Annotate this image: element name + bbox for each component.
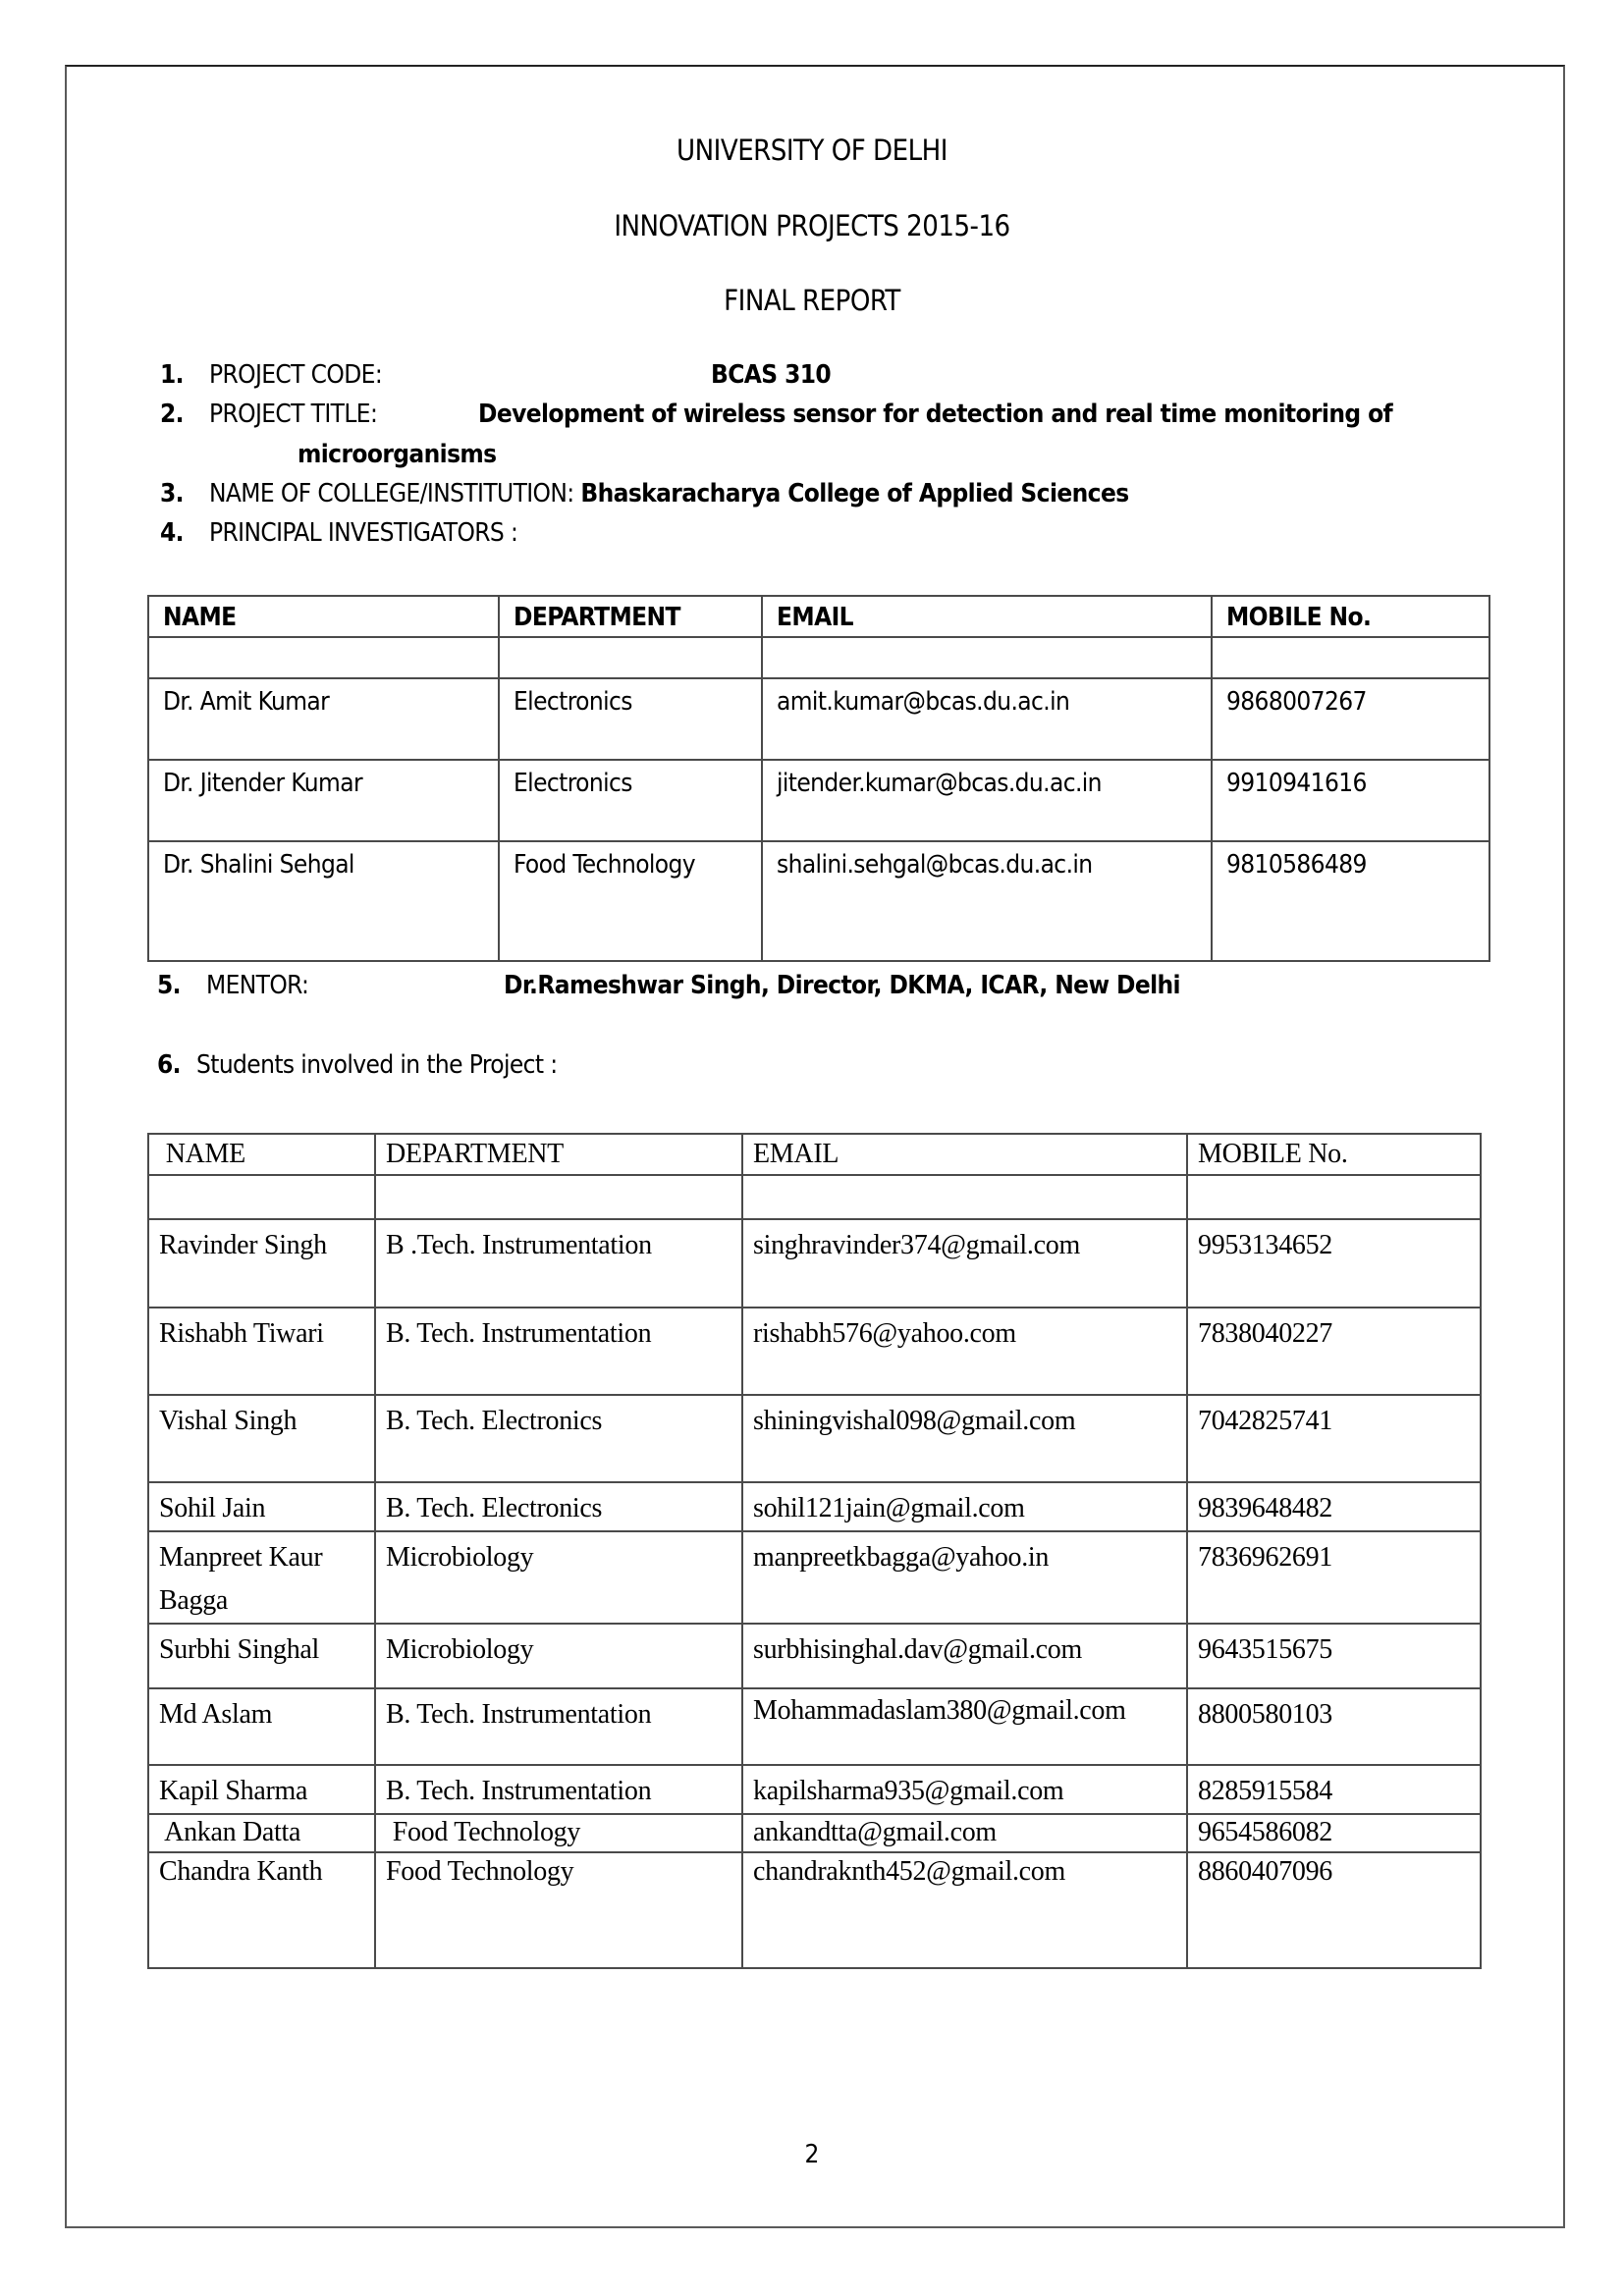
- cell-mobile: 9910941616: [1212, 760, 1489, 841]
- college-label: NAME OF COLLEGE/INSTITUTION:: [209, 479, 574, 508]
- cell-email: kapilsharma935@gmail.com: [742, 1765, 1187, 1814]
- cell-name: Vishal Singh: [148, 1395, 375, 1482]
- header-mobile: MOBILE No.: [1187, 1134, 1481, 1175]
- university-heading: UNIVERSITY OF DELHI: [677, 133, 947, 167]
- table-row: [148, 841, 1489, 961]
- cell-mobile: 9839648482: [1187, 1482, 1481, 1531]
- cell-department: Microbiology: [375, 1531, 742, 1624]
- cell-department: Food Technology: [375, 1814, 742, 1852]
- item-number: 3.: [160, 479, 184, 508]
- item-number: 5.: [157, 971, 181, 1000]
- header-email: EMAIL: [742, 1134, 1187, 1175]
- project-title-item: [160, 400, 377, 429]
- cell-name: Manpreet Kaur Bagga: [148, 1531, 375, 1624]
- header-name: NAME: [148, 596, 499, 637]
- table-row: [148, 1688, 1481, 1765]
- cell-name: Rishabh Tiwari: [148, 1308, 375, 1395]
- investigators-item: [160, 518, 517, 548]
- cell-email: ankandtta@gmail.com: [742, 1814, 1187, 1852]
- table-row: [148, 1852, 1481, 1968]
- college-item: [160, 479, 1129, 508]
- cell-mobile: 9654586082: [1187, 1814, 1481, 1852]
- cell-name: Md Aslam: [148, 1688, 375, 1765]
- table-row: [148, 1482, 1481, 1531]
- cell-department: B .Tech. Instrumentation: [375, 1219, 742, 1308]
- cell-email: shalini.sehgal@bcas.du.ac.in: [762, 841, 1212, 961]
- mentor-item: [157, 971, 308, 1000]
- table-row: [148, 678, 1489, 760]
- program-heading: INNOVATION PROJECTS 2015-16: [614, 209, 1010, 242]
- table-row: [148, 1395, 1481, 1482]
- cell-mobile: 7838040227: [1187, 1308, 1481, 1395]
- table-row: [148, 1765, 1481, 1814]
- table-row: [148, 1308, 1481, 1395]
- mentor-value: Dr.Rameshwar Singh, Director, DKMA, ICAR, New Delhi: [504, 971, 1180, 1000]
- cell-mobile: 7836962691: [1187, 1531, 1481, 1624]
- cell-department: Electronics: [499, 760, 762, 841]
- cell-department: B. Tech. Instrumentation: [375, 1688, 742, 1765]
- table-header-row: [148, 596, 1489, 637]
- header-department: DEPARTMENT: [499, 596, 762, 637]
- header-email: EMAIL: [762, 596, 1212, 637]
- cell-name: Ravinder Singh: [148, 1219, 375, 1308]
- blank-row: [148, 1175, 1481, 1219]
- cell-mobile: 8285915584: [1187, 1765, 1481, 1814]
- cell-email: chandraknth452@gmail.com: [742, 1852, 1187, 1968]
- students-table: [147, 1133, 1482, 1969]
- cell-mobile: 9953134652: [1187, 1219, 1481, 1308]
- cell-name: Chandra Kanth: [148, 1852, 375, 1968]
- header-name: NAME: [148, 1134, 375, 1175]
- cell-department: B. Tech. Instrumentation: [375, 1765, 742, 1814]
- project-code-value: BCAS 310: [711, 360, 832, 390]
- cell-email: shiningvishal098@gmail.com: [742, 1395, 1187, 1482]
- cell-department: B. Tech. Instrumentation: [375, 1308, 742, 1395]
- cell-mobile: 8860407096: [1187, 1852, 1481, 1968]
- project-title-value-line2: microorganisms: [298, 440, 497, 469]
- table-row: [148, 1624, 1481, 1688]
- cell-department: Food Technology: [375, 1852, 742, 1968]
- cell-mobile: 9643515675: [1187, 1624, 1481, 1688]
- table-row: [148, 1814, 1481, 1852]
- cell-name: Kapil Sharma: [148, 1765, 375, 1814]
- investigators-table: [147, 595, 1490, 962]
- cell-email: surbhisinghal.dav@gmail.com: [742, 1624, 1187, 1688]
- cell-name: Sohil Jain: [148, 1482, 375, 1531]
- cell-mobile: 7042825741: [1187, 1395, 1481, 1482]
- project-code-item: [160, 360, 382, 390]
- item-number: 2.: [160, 400, 184, 429]
- project-title-value-line1: Development of wireless sensor for detection and real time monitoring of: [478, 400, 1393, 429]
- cell-name: Dr. Amit Kumar: [148, 678, 499, 760]
- cell-email: jitender.kumar@bcas.du.ac.in: [762, 760, 1212, 841]
- header-mobile: MOBILE No.: [1212, 596, 1489, 637]
- cell-department: B. Tech. Electronics: [375, 1482, 742, 1531]
- cell-name: Ankan Datta: [148, 1814, 375, 1852]
- cell-name: Surbhi Singhal: [148, 1624, 375, 1688]
- table-row: [148, 1531, 1481, 1624]
- cell-department: B. Tech. Electronics: [375, 1395, 742, 1482]
- cell-email: rishabh576@yahoo.com: [742, 1308, 1187, 1395]
- item-number: 6.: [157, 1050, 181, 1080]
- project-title-label: PROJECT TITLE:: [209, 400, 378, 429]
- mentor-label: MENTOR:: [206, 971, 309, 1000]
- header-department: DEPARTMENT: [375, 1134, 742, 1175]
- investigators-label: PRINCIPAL INVESTIGATORS :: [209, 518, 518, 548]
- cell-department: Food Technology: [499, 841, 762, 961]
- cell-email: manpreetkbagga@yahoo.in: [742, 1531, 1187, 1624]
- cell-department: Microbiology: [375, 1624, 742, 1688]
- report-type-heading: FINAL REPORT: [724, 284, 900, 317]
- item-number: 4.: [160, 518, 184, 548]
- cell-email: sohil121jain@gmail.com: [742, 1482, 1187, 1531]
- cell-mobile: 9868007267: [1212, 678, 1489, 760]
- page-number: 2: [804, 2140, 820, 2169]
- college-value: Bhaskaracharya College of Applied Sciences: [580, 479, 1129, 508]
- cell-email: Mohammadaslam380@gmail.com: [742, 1688, 1187, 1765]
- cell-mobile: 8800580103: [1187, 1688, 1481, 1765]
- students-item: [157, 1050, 558, 1080]
- project-code-label: PROJECT CODE:: [209, 360, 383, 390]
- cell-department: Electronics: [499, 678, 762, 760]
- cell-mobile: 9810586489: [1212, 841, 1489, 961]
- cell-email: amit.kumar@bcas.du.ac.in: [762, 678, 1212, 760]
- cell-email: singhravinder374@gmail.com: [742, 1219, 1187, 1308]
- item-number: 1.: [160, 360, 184, 390]
- students-label: Students involved in the Project :: [196, 1050, 558, 1080]
- cell-name: Dr. Shalini Sehgal: [148, 841, 499, 961]
- blank-row: [148, 637, 1489, 678]
- table-row: [148, 760, 1489, 841]
- cell-name: Dr. Jitender Kumar: [148, 760, 499, 841]
- table-row: [148, 1219, 1481, 1308]
- table-header-row: [148, 1134, 1481, 1175]
